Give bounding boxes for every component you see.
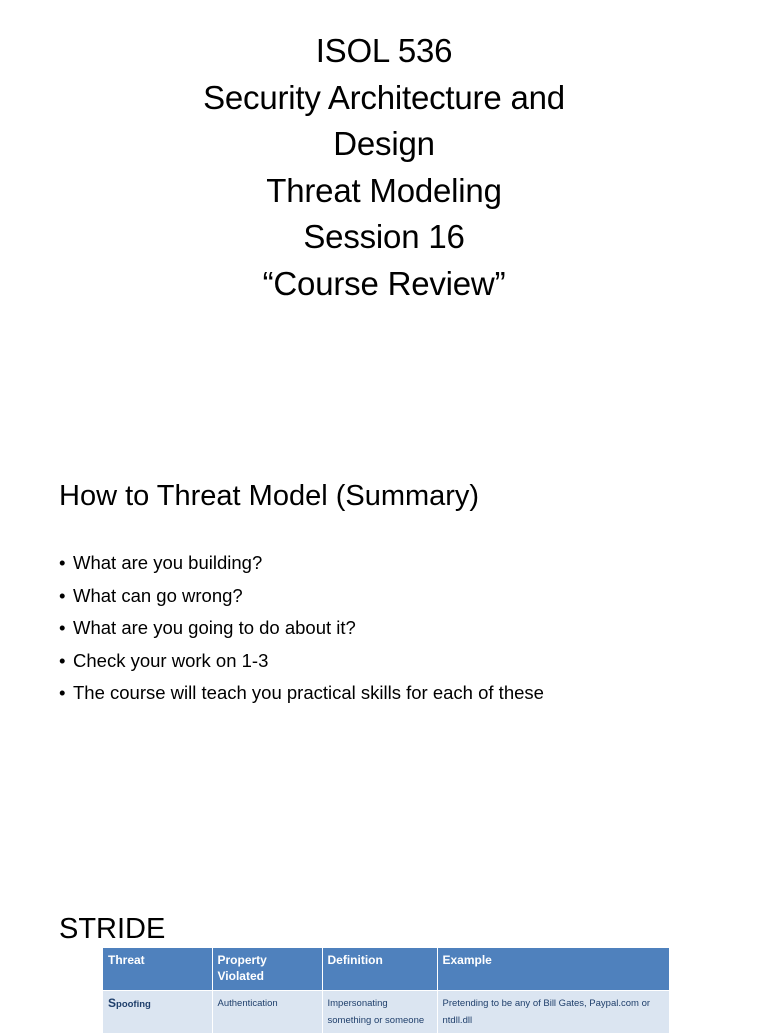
table-header-row	[103, 948, 669, 991]
title-line-session: Session 16	[0, 214, 768, 261]
title-line-course-name-cont: Design	[0, 121, 768, 168]
stride-heading: STRIDE	[59, 912, 165, 946]
threat-cell	[103, 991, 212, 1033]
column-header-property: Property Violated	[212, 948, 322, 991]
definition-cell: Impersonating something or someone	[322, 991, 437, 1033]
bullet-icon: •	[59, 580, 73, 613]
summary-bullet-list	[59, 547, 544, 710]
list-item	[59, 580, 544, 613]
title-line-course-name: Security Architecture and	[0, 75, 768, 122]
stride-table	[103, 948, 670, 1033]
title-line-topic: Threat Modeling	[0, 168, 768, 215]
bullet-icon: •	[59, 547, 73, 580]
bullet-text: The course will teach you practical skills for each of these	[73, 682, 544, 703]
slide-title	[0, 28, 768, 307]
summary-heading: How to Threat Model (Summary)	[59, 479, 479, 513]
title-line-course-code: ISOL 536	[0, 28, 768, 75]
bullet-icon: •	[59, 645, 73, 678]
threat-rest: poofing	[116, 999, 151, 1010]
table-row	[103, 991, 669, 1033]
title-line-subtitle: “Course Review”	[0, 261, 768, 308]
bullet-text: What are you building?	[73, 552, 262, 573]
bullet-icon: •	[59, 677, 73, 710]
list-item	[59, 547, 544, 580]
example-cell: Pretending to be any of Bill Gates, Paypal.com or ntdll.dll	[437, 991, 669, 1033]
list-item	[59, 677, 544, 710]
list-item	[59, 645, 544, 678]
column-header-threat: Threat	[103, 948, 212, 991]
bullet-text: Check your work on 1-3	[73, 650, 268, 671]
bullet-text: What are you going to do about it?	[73, 617, 356, 638]
threat-initial: S	[108, 996, 116, 1010]
bullet-icon: •	[59, 612, 73, 645]
bullet-text: What can go wrong?	[73, 585, 243, 606]
column-header-example: Example	[437, 948, 669, 991]
property-cell: Authentication	[212, 991, 322, 1033]
list-item	[59, 612, 544, 645]
column-header-definition: Definition	[322, 948, 437, 991]
